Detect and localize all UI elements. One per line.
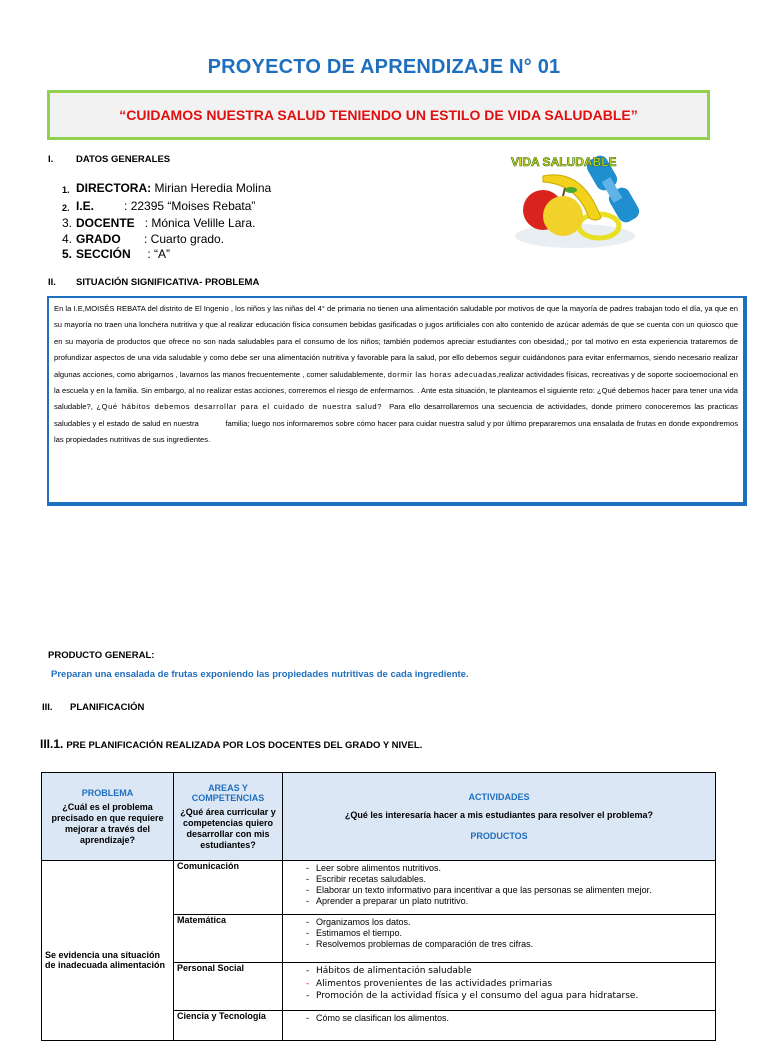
list-item: - Leer sobre alimentos nutritivos. [306, 863, 442, 873]
general-data-list [62, 181, 271, 263]
product-heading: PRODUCTO GENERAL: [48, 650, 155, 661]
general-data-row: 1. DIRECTORA: Mirian Heredia Molina [62, 181, 272, 195]
healthy-life-logo-text: VIDA SALUDABLE [511, 155, 617, 169]
project-subtitle: “CUIDAMOS NUESTRA SALUD TENIENDO UN ESTILO DE VIDA SALUDABLE” [119, 107, 638, 123]
list-item: - Estimamos el tiempo. [306, 928, 403, 938]
list-item: - Aprender a preparar un plato nutritivo. [306, 896, 469, 906]
planning-table [41, 772, 716, 1041]
area-cell: Matemática [174, 915, 283, 963]
column-header-areas: AREAS Y COMPETENCIAS ¿Qué área curricular y competencias quiero desarrollar con mis estudiantes? [174, 773, 283, 861]
list-item: - Resolvemos problemas de comparación de tres cifras. [306, 939, 534, 949]
list-item: - Promoción de la actividad física y el consumo del agua para hidratarse. [306, 991, 639, 1001]
general-data-row: 2. I.E. : 22395 “Moises Rebata” [62, 198, 256, 213]
activities-cell [283, 915, 716, 963]
section-planificacion-heading: III. PLANIFICACIÓN [42, 702, 145, 713]
area-cell: Personal Social [174, 963, 283, 1011]
situation-text-box: En la I.E,MOISÉS REBATA del distrito de El Ingenio , los niños y las niñas del 4° de primaria no tienen una alimentación saludable por motivos de que la mayoría de padres trabajan todo el día, ya que en su mayoría no traen una lonchera nutritiva y que al realizar educación física consumen bebidas gasificadas o jugos artificiales con alto contenido de azúcar además de que se cuenta con un quiosco que en su mayoría de productos que ofrece no son nada saludables para el consumo de los niños; también podemos apreciar estudiantes con obesidad,; por tal motivo en esta experiencia trataremos de profundizar aspectos de una vida saludable y como debe ser una alimentación nutritiva y favorable para la salud, por ello debemos seguir cuidándonos para evitar enfermarnos, siendo necesario realizar algunas acciones, como abrigarnos , lavarnos las manos frecuentemente , comer saludablemente, dormir las horas adecuadas,realizar actividades físicas, recreativas y de soporte socioemocional en la escuela y en la familia. Sin embargo, al no realizar estas acciones, correremos el riesgo de enfermarnos. . Ante esta situación, te planteamos el siguiente reto: ¿Qué debemos hacer para tener una vida saludable?, ¿Qué hábitos debemos desarrollar para el cuidado de nuestra salud? Para ello desarrollaremos una secuencia de actividades, donde primero conoceremos las practicas saludables y el estado de salud en nuestra familia; luego nos informaremos sobre cómo hacer para cuidar nuestra salud y por último prepararemos una ensalada de frutas en donde expondremos las propiedades nutritivas de sus ingredientes. [47, 296, 747, 506]
product-text: Preparan una ensalada de frutas exponiendo las propiedades nutritivas de cada ingrediente. [51, 669, 469, 680]
list-item: - Escribir recetas saludables. [306, 874, 427, 884]
activities-cell [283, 963, 716, 1011]
general-data-row: 5. SECCIÓN : “A” [62, 247, 171, 261]
list-item: - Cómo se clasifican los alimentos. [306, 1013, 450, 1023]
general-data-row: 4. GRADO : Cuarto grado. [62, 231, 225, 246]
section-datos-generales-heading: I. DATOS GENERALES [48, 154, 171, 165]
general-data-row: 3. DOCENTE : Mónica Velille Lara. [62, 216, 256, 230]
activities-cell [283, 1011, 716, 1041]
area-cell: Ciencia y Tecnología [174, 1011, 283, 1041]
list-item: - Alimentos provenientes de las actividades primarias [306, 978, 553, 989]
project-subtitle-box [47, 90, 710, 140]
list-item: - Organizamos los datos. [306, 917, 411, 927]
column-header-problem: PROBLEMA ¿Cuál es el problema precisado en que requiere mejorar a través del aprendizaje? [42, 773, 174, 861]
table-row [42, 861, 716, 915]
section-situacion-heading: II. SITUACIÓN SIGNIFICATIVA- PROBLEMA [48, 277, 260, 288]
healthy-life-illustration [503, 148, 658, 250]
pre-planning-heading: III.1. PRE PLANIFICACIÓN REALIZADA POR LOS DOCENTES DEL GRADO Y NIVEL. [40, 737, 423, 751]
list-item: - Hábitos de alimentación saludable [306, 966, 472, 976]
column-header-activities: ACTIVIDADES ¿Qué les interesaría hacer a mis estudiantes para resolver el problema? PRODUCTOS [283, 773, 716, 861]
list-item: - Elaborar un texto informativo para incentivar a que las personas se alimenten mejor. [306, 885, 652, 895]
page-title: PROYECTO DE APRENDIZAJE N° 01 [207, 56, 561, 78]
area-cell: Comunicación [174, 861, 283, 915]
problem-cell: Se evidencia una situación de inadecuada alimentación [42, 861, 174, 1041]
table-header-row [42, 773, 716, 861]
activities-cell [283, 861, 716, 915]
